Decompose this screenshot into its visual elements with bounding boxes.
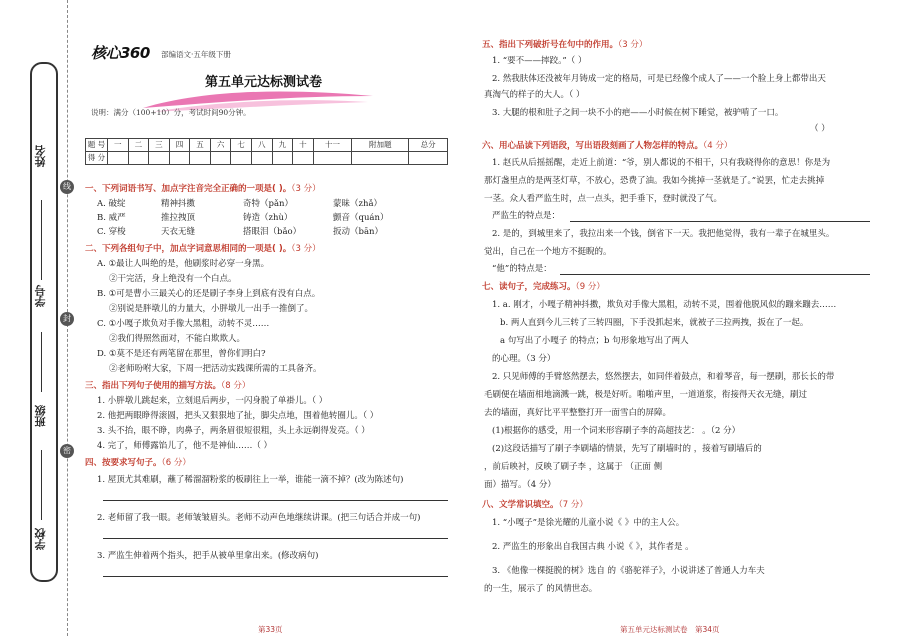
score-cell[interactable]: [149, 152, 170, 165]
s2-line-3: B. ①可是曹小三最关心的还是刷子李身上到底有没有白点。: [97, 289, 321, 299]
s1-row-b: B. 威严 推拉拽顶 铸造（zhù） 颤音（quán）: [97, 213, 389, 223]
score-table-score-row: [86, 152, 448, 165]
score-cell[interactable]: [108, 152, 129, 165]
section-4: [85, 458, 450, 469]
section-4-title: 四、按要求写句子。（6 分）: [85, 458, 191, 468]
seal-mark-3: 密: [60, 444, 74, 458]
col-8: 八: [251, 139, 272, 152]
section-2: [85, 244, 450, 255]
paper-title: 第五单元达标测试卷: [205, 75, 323, 90]
s6-line-6: 觉出，自己在一个地方不挺睨的。: [484, 247, 612, 257]
s2-line-7: D. ①莫不是还有两笔留在那里，曾你们明白?: [97, 349, 266, 359]
score-cell[interactable]: [210, 152, 231, 165]
s5-line-4: 3. 大腿的根和肚子之间一块不小的疤——小时候在树下睡觉，被驴啃了一口。: [492, 108, 784, 118]
s6-answer-line-2[interactable]: [560, 274, 870, 275]
col-6: 六: [210, 139, 231, 152]
section-1: [85, 184, 450, 195]
score-cell[interactable]: [409, 152, 448, 165]
s7-line-6: 毛刷便在墙面相地滴溅一跳，极是好听。啪啪声里，一道道浆，衔接得天衣无缝，刷过: [484, 390, 808, 400]
s7-line-11: 面）描写。（4 分）: [484, 480, 556, 490]
section-7-title: 七、读句子，完成练习。（9 分）: [482, 282, 605, 292]
binding-strip: [0, 0, 95, 636]
section-7: [482, 282, 847, 293]
col-2: 二: [128, 139, 149, 152]
s4-answer-line-2[interactable]: [103, 538, 448, 539]
s7-line-2: b. 两人直到今儿三转了三转四圈，下手没抓起来，就被子三拉两拽，扳在了一起。: [500, 318, 809, 328]
s8-line-1: 1. “小嘎子”是徐光耀的儿童小说《 》中的主人公。: [492, 518, 685, 528]
s7-line-9: (2)这段话描写了刷子李刷墙的情景，先写了刷墙时的 ，接着写刷墙后的: [492, 444, 762, 454]
s3-line-4: 4. 完了，师傅露馅儿了，他不是神仙……（ ）: [97, 441, 273, 451]
s6-line-1: 1. 赵氏从后摇摇醒，走近上前道：“爷，别人都说的不相干，只有我晓得你的意思！你是为: [492, 158, 831, 168]
s4-line-2: 2. 老师留了我一眼。老师皱皱眉头。老师不动声色地继续讲课。(把三句话合并成一句): [97, 513, 421, 523]
col-5: 五: [190, 139, 211, 152]
binding-frame: [30, 62, 58, 582]
s3-line-2: 2. 他把两眼睁得滚圆，把头又狠狠地了扯，脚尖点地，围着他转圈儿。（ ）: [97, 411, 379, 421]
col-4: 四: [169, 139, 190, 152]
s7-line-10: ，前后映衬，反映了刷子李 ，这属于 （正面 侧: [484, 462, 663, 472]
section-2-title: 二、下列各组句子中，加点字词意思相同的一项是( )。（3 分）: [85, 244, 321, 254]
class-line: [41, 450, 42, 520]
s4-answer-line-1[interactable]: [103, 500, 448, 501]
score-table-header-row: [86, 139, 448, 152]
col-1: 一: [108, 139, 129, 152]
col-9: 九: [272, 139, 293, 152]
student-id-label: 学号: [34, 285, 47, 307]
s8-line-3: 3. 《他像一棵挺脱的树》选自 的《骆驼祥子》，小说讲述了普通人力车夫: [492, 566, 765, 576]
seal-mark-1: 线: [60, 180, 74, 194]
s7-line-5: 2. 只见师傅的手臂悠然摆去，悠然摆去，如同伴着鼓点，和着琴音，每一摆刷，那长长的带: [492, 372, 835, 382]
s5-line-1: 1. “要不——摔跤。”（ ）: [492, 56, 587, 66]
student-id-line: [41, 332, 42, 392]
s6-line-4: 严监生的特点是：: [492, 211, 561, 221]
s2-line-2: ②干完活，身上绝没有一个白点。: [109, 274, 237, 284]
s7-line-8: (1)根据你的感受，用一个词来形容刷子李的高超技艺： 。（2 分）: [492, 426, 741, 436]
s6-line-2: 那灯盏里点的是两茎灯草，不放心，恐费了油。我如今挑掉一茎就是了。”说罢，忙走去挑掉: [484, 176, 825, 186]
row-label-number: 题 号: [86, 139, 108, 152]
row-label-score: 得 分: [86, 152, 108, 165]
section-8-title: 八、文学常识填空。（7 分）: [482, 500, 588, 510]
section-8: [482, 500, 847, 511]
score-table: [85, 138, 448, 165]
s6-line-3: 一茎。众人看严监生时，点一点头，把手垂下，登时就没了气。: [484, 194, 723, 204]
section-6: [482, 141, 847, 152]
s7-line-4: 的心理。（3 分）: [492, 354, 556, 364]
s7-line-3: a 句写出了小嘎子 的特点；b 句形象地写出了两人: [500, 336, 689, 346]
score-cell[interactable]: [169, 152, 190, 165]
score-cell[interactable]: [128, 152, 149, 165]
s7-line-1: 1. a. 刚才，小嘎子精神抖擞，欺负对手像大黑粗，动转不灵，围着他脱风似的蹦来蹦去……: [492, 300, 837, 310]
s6-line-7: “他”的特点是：: [492, 264, 552, 274]
section-1-title: 一、下列词语书写、加点字注音完全正确的一项是( )。（3 分）: [85, 184, 321, 194]
s3-line-1: 1. 小胖墩儿跳起来，立刻退后两步，一闪身脱了单褂儿。（ ）: [97, 396, 328, 406]
s7-line-7: 去的墙面，真好比平平整整打开一面雪白的屏障。: [484, 408, 672, 418]
col-extra: 附加题: [352, 139, 409, 152]
s5-line-3: 真淘气的样子的大人。（ ）: [484, 90, 585, 100]
s6-answer-line-1[interactable]: [570, 221, 870, 222]
school-label: 学校: [34, 528, 47, 550]
s6-line-5: 2. 是的，到城里来了，我拉出来一个钱，倒省下一天。我把他觉得，我有一辈子在城里头。: [492, 229, 835, 239]
col-3: 三: [149, 139, 170, 152]
col-10: 十: [293, 139, 314, 152]
score-cell[interactable]: [352, 152, 409, 165]
class-label: 班级: [34, 405, 47, 427]
s5-line-5: （ ）: [810, 124, 830, 134]
score-cell[interactable]: [272, 152, 293, 165]
section-3: [85, 381, 450, 392]
s8-line-4: 的一生，展示了 的风情世态。: [484, 584, 598, 594]
score-cell[interactable]: [251, 152, 272, 165]
s2-line-4: ②别说是胖墩儿的力量大，小胖墩儿一出手一推倒了。: [109, 304, 314, 314]
page-number-right: 第五单元达标测试卷 第34页: [620, 625, 720, 634]
section-3-title: 三、指出下列句子使用的描写方法。（8 分）: [85, 381, 251, 391]
s2-line-6: ②我们得照然面对，不能白欺欺人。: [109, 334, 246, 344]
brand-logo: 核心360: [91, 44, 150, 62]
exam-note: 说明：满分（100+10）分，考试时间90分钟。: [91, 108, 251, 117]
col-11: 十一: [313, 139, 352, 152]
s4-line-1: 1. 屋顶尤其难刷，蘸了稀溜溜粉浆的板刷往上一举，谁能一滴不掉？(改为陈述句): [97, 475, 404, 485]
score-cell[interactable]: [313, 152, 352, 165]
s2-line-8: ②老师吩咐大家，下周一把活动实践课所需的工具备齐。: [109, 364, 322, 374]
section-5: [482, 40, 847, 51]
s2-line-5: C. ①小嘎子欺负对手像大黑粗，动转不灵……: [97, 319, 270, 329]
section-6-title: 六、用心品读下列语段，写出语段刻画了人物怎样的特点。（4 分）: [482, 141, 733, 151]
col-7: 七: [231, 139, 252, 152]
page-number-left: 第33页: [258, 625, 283, 634]
section-5-title: 五、指出下列破折号在句中的作用。（3 分）: [482, 40, 648, 50]
s1-row-a: A. 破绽 精神抖擞 奇特（pǎn） 蒙昧（zhǎ）: [97, 199, 383, 209]
s2-line-1: A. ①最让人叫绝的是，他刷浆时必穿一身黑。: [97, 259, 270, 269]
score-cell[interactable]: [231, 152, 252, 165]
seal-mark-2: 封: [60, 312, 74, 326]
score-cell[interactable]: [190, 152, 211, 165]
s5-line-2: 2. 然我肤体还没被年月铸成一定的格局，可是已经像个成人了——一个脸上身上都带出天: [492, 74, 826, 84]
score-cell[interactable]: [293, 152, 314, 165]
name-line: [41, 200, 42, 280]
name-label: 姓名: [34, 145, 47, 167]
col-total: 总分: [409, 139, 448, 152]
s1-row-c: C. 穿梭 天衣无缝 搭眼泪（bǎo） 扳动（bān）: [97, 227, 383, 237]
s3-line-3: 3. 头不抬，眼不睁，肉鼻子，两条眉很短很粗，头上永远剃得发亮。（ ）: [97, 426, 370, 436]
brand-subtitle: 部编语文·五年级下册: [161, 50, 231, 59]
s4-line-3: 3. 严监生伸着两个指头，把手从被单里拿出来。(修改病句): [97, 551, 319, 561]
s4-answer-line-3[interactable]: [103, 576, 448, 577]
s8-line-2: 2. 严监生的形象出自我国古典 小说《 》，其作者是 。: [492, 542, 694, 552]
